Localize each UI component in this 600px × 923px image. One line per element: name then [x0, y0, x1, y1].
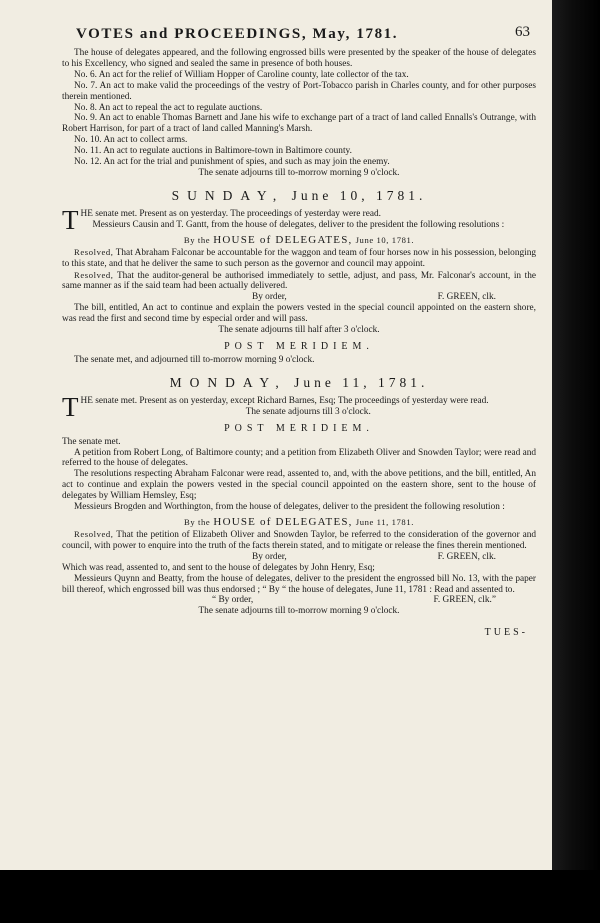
resolved-label: Resolved, [74, 529, 114, 539]
post-meridiem-heading: POST MERIDIEM. [224, 422, 374, 434]
day-heading-day: MONDAY, [169, 374, 287, 390]
bill-item: No. 6. An act for the relief of William Hopper of Caroline county, late collector of the tax. [74, 69, 409, 80]
engrossed-bill-paragraph: Messieurs Quynn and Beatty, from the house of delegates, deliver to the president the engrossed bill No. 13, with the paper bill thereof, which engrossed bill was thus endorsed ; “ By “ the house of delegates, June 11, 1781 : Read and assented to. [62, 573, 536, 595]
bill-item: No. 12. An act for the trial and punishment of spies, and such as may join the enemy. [74, 157, 390, 168]
post-meridiem-heading: POST MERIDIEM. [224, 340, 374, 352]
messengers-paragraph: Messieurs Causin and T. Gantt, from the house of delegates, deliver to the president the following resolutions : [92, 219, 505, 230]
day-heading-date: June 11, 1781. [294, 374, 429, 390]
resolution-paragraph [62, 247, 536, 270]
resolved-label: Resolved, [74, 269, 114, 280]
page-gutter-shadow [552, 0, 600, 923]
bill-item: No. 9. An act to enable Thomas Barnett and Jane his wife to exchange part of a tract of land called Ennalls's Outrange, with Robert Harrison, for part of a tract of land called Manning's Marsh. [62, 113, 536, 135]
sunday-section [62, 188, 536, 366]
day-heading [62, 188, 536, 204]
resolved-label: Resolved, [74, 246, 114, 257]
petition-paragraph: A petition from Robert Long, of Baltimore county; and a petition from Elizabeth Oliver and Snowden Taylor; were read and referred to the house of delegates. [62, 447, 536, 469]
adjournment-note: The senate adjourns till to-morrow morning 9 o'clock. [198, 167, 400, 178]
adjournment-note: The senate adjourns till 3 o'clock. [245, 406, 371, 417]
bill-item: No. 10. An act to collect arms. [74, 135, 188, 146]
quoted-clerk: F. GREEN, clk.” [433, 595, 496, 606]
adjournment-note: The senate adjourns till half after 3 o'clock. [218, 325, 380, 336]
resolution-text: That Abraham Falconar be accountable for the waggon and team of four horses now in his possession, belonging to this state, and that he deliver the same to such person as the governor and council may appoint. [62, 247, 536, 269]
quoted-signature-line [62, 595, 536, 606]
monday-section [62, 375, 536, 617]
resolutions-paragraph: The resolutions respecting Abraham Falconar were read, assented to, and, with the above petitions, and the bill, entitled, An act to continue and explain the powers vested in the special council appointed on the eastern shore, sent to the house of delegates by William Hemsley, Esq; [62, 469, 536, 502]
quoted-by-order: “ By order, [212, 595, 254, 606]
signature-line [62, 552, 536, 563]
drop-cap: T [62, 391, 79, 422]
opening-text: HE senate met. Present as on yesterday. The proceedings of yesterday were read. [80, 208, 381, 219]
bill-reading-paragraph: The bill, entitled, An act to continue and explain the powers vested in the special council appointed on the eastern shore, was read the first and second time by especial order and will pass. [62, 303, 536, 325]
bill-item: No. 7. An act to make valid the proceedings of the vestry of Port-Tobacco parish in Charles county, and for other purposes therein mentioned. [62, 80, 536, 102]
resolution-paragraph [62, 270, 536, 293]
signature-by-order: By order, [252, 551, 287, 562]
drop-cap: T [62, 204, 79, 235]
pm-paragraph: The senate met, and adjourned till to-morrow morning 9 o'clock. [74, 354, 315, 365]
signature-clerk: F. GREEN, clk. [437, 292, 496, 303]
day-heading [62, 375, 536, 391]
page-number: 63 [515, 24, 530, 40]
adjournment-note: The senate adjourns till to-morrow morning 9 o'clock. [198, 606, 400, 617]
signature-by-order: By order, [252, 292, 287, 303]
house-heading [62, 234, 536, 246]
house-heading [62, 516, 536, 528]
bills-intro: The house of delegates appeared, and the following engrossed bills were presented by the speaker of the house of delegates to his Excellency, who signed and sealed the same in presence of both houses. [62, 48, 536, 69]
resolution-text: That the auditor-general be authorised immediately to settle, adjust, and pass, Mr. Falconar's account, in the same manner as if the said team had been actually delivered. [62, 270, 537, 292]
house-heading-date: June 11, 1781. [355, 517, 414, 527]
bill-item: No. 8. An act to repeal the act to regulate auctions. [74, 102, 263, 113]
messengers-paragraph: Messieurs Brogden and Worthington, from the house of delegates, deliver to the president the following resolution : [74, 502, 505, 513]
senate-met-line: The senate met. [62, 436, 121, 447]
opening-text: HE senate met. Present as on yesterday, except Richard Barnes, Esq; The proceedings of yesterday were read. [80, 395, 489, 406]
house-heading-by: By the [184, 517, 211, 527]
which-paragraph: Which was read, assented to, and sent to the house of delegates by John Henry, Esq; [62, 562, 375, 573]
day-heading-day: SUNDAY, [171, 187, 285, 203]
day-heading-date: June 10, 1781. [291, 187, 427, 203]
running-head [62, 26, 536, 48]
bottom-margin-band [0, 870, 600, 923]
house-heading-name: HOUSE of DELEGATES, [213, 516, 353, 528]
resolution-text: That the petition of Elizabeth Oliver and Snowden Taylor, be referred to the consideration of the governor and council, with power to enquire into the truth of the facts therein stated, and to mitigate or release the fines therein mentioned. [62, 530, 536, 551]
signature-line [62, 292, 536, 303]
enrolled-bills-section [62, 48, 536, 179]
signature-clerk: F. GREEN, clk. [437, 551, 496, 562]
house-heading-name: HOUSE of DELEGATES, [213, 233, 353, 246]
resolution-paragraph [62, 529, 536, 552]
bill-item: No. 11. An act to regulate auctions in Baltimore-town in Baltimore county. [74, 146, 352, 157]
house-heading-date: June 10, 1781. [355, 234, 415, 245]
house-heading-by: By the [183, 234, 211, 245]
running-head-title: VOTES and PROCEEDINGS, May, 1781. [76, 26, 399, 42]
catchword: TUES- [484, 627, 528, 639]
